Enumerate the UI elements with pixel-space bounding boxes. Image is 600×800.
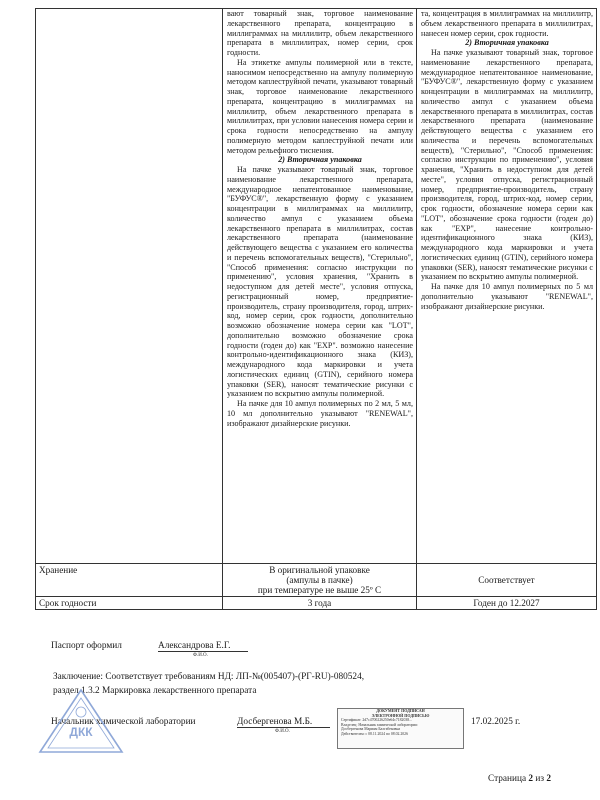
- head-name: Досбергенова М.Б.: [237, 717, 330, 728]
- esig-cert: Сертификат: 2d7c4700226250e64c7182038...: [341, 718, 413, 723]
- sign-date: 17.02.2025 г.: [471, 717, 521, 727]
- shelf-life-value: 3 года: [223, 597, 417, 610]
- requirement-paragraph: вают товарный знак, торговое наименование лекарственного препарата, концентрацию в миллиграммах на миллилитр, объем лекарственного препарата в миллилитрах, номер серии, срок годности.: [227, 9, 413, 57]
- shelf-life-label: Срок годности: [36, 597, 223, 610]
- fio-caption: Ф.И.О.: [193, 653, 208, 658]
- requirement-paragraph: На этикетке ампулы полимерной или в тексте, наносимом непосредственно на ампулу полимерную методом каплеструйной печати, указывают товарный знак, торговое наименование лекарственного препарата, концентрацию в миллиграммах на миллилитр, объем лекарственного препарата в миллилитрах, при условии нанесения номера серии и срока годности непосредственно на ампулу полимерную методом каплеструйной печати или методом рельефного тиснения.: [227, 57, 413, 155]
- storage-requirement: [223, 564, 417, 597]
- stamp-text: ДКК: [69, 725, 93, 739]
- storage-line: В оригинальной упаковке: [269, 565, 370, 575]
- table-cell-result: [417, 9, 597, 564]
- result-paragraph: На пачке для 10 ампул полимерных по 5 мл дополнительно указывают "RENEWAL", изображают дизайнерские рисунки.: [421, 282, 593, 311]
- requirement-paragraph: На пачке для 10 ампул полимерных по 2 мл, 5 мл, 10 мл дополнительно указывают "RENEWAL", изображают дизайнерские рисунки.: [227, 399, 413, 428]
- storage-result: Соответствует: [417, 564, 597, 597]
- table-cell-criterion: [36, 9, 223, 564]
- electronic-signature: [337, 708, 464, 749]
- page-number: Страница 2 из 2: [488, 774, 552, 784]
- esig-name: Досбергенова Мариям Балгабековна: [341, 727, 401, 732]
- spec-table: [35, 8, 597, 610]
- shelf-life-result: Годен до 12.2027: [417, 597, 597, 610]
- esig-title: ДОКУМЕНТ ПОДПИСАН: [376, 708, 425, 713]
- result-paragraph: та, концентрация в миллиграммах на миллилитр, объем лекарственного препарата в миллилитрах, нанесен номер серии, срок годности.: [421, 9, 593, 38]
- passport-name: Александрова Е.Г.: [158, 641, 248, 652]
- section-heading: 2) Вторичная упаковка: [278, 155, 362, 165]
- conclusion-line: Заключение: Соответствует требованиям НД: ЛП-№(005407)-(РГ-RU)-080524,: [53, 672, 365, 682]
- table-row-labeling: [36, 9, 597, 564]
- result-paragraph: На пачке указывают товарный знак, торговое наименование лекарственного препарата, международное непатентованное наименование, "БУФУС®", лекарственную форму с указанием концентрации в миллиграммах на миллилитр, количество ампул с указанием объема лекарственного препарата в миллилитрах, состав лекарственного препарата (наименование действующего вещества с указанием его количества и перечень вспомогательных веществ), "Стерильно", "Способ применения: согласно инструкции по применению", условия хранения, "Хранить в недоступном для детей месте", условия отпуска, регистрационный номер, предприятие-производитель, страну производителя, город, штрих-код, номер серии, срок годности, обозначение номера серии как "LOT", обозначение срока годности (годен до) как "EXP", нанесение контрольно-идентификационного знака (КИЗ), международного кода маркировки и учета логистических единиц (GTIN), серийного номера упаковки (SER), наносят тематические рисунки с указанием по вскрытию ампулы полимерной.: [421, 48, 593, 282]
- table-row-shelf-life: [36, 597, 597, 610]
- conclusion-line: раздел 1.3.2 Маркировка лекарственного препарата: [53, 686, 257, 696]
- table-cell-requirement: [223, 9, 417, 564]
- quality-stamp-icon: [38, 688, 124, 754]
- section-heading: 2) Вторичная упаковка: [465, 38, 549, 48]
- storage-label: Хранение: [36, 564, 223, 597]
- esig-valid: Действителен: с 08.11.2024 по 08.02.2026: [341, 731, 408, 736]
- esig-title: ЭЛЕКТРОННОЙ ПОДПИСЬЮ: [371, 712, 430, 718]
- fio-caption: Ф.И.О.: [275, 729, 290, 734]
- passport-label: Паспорт оформил: [51, 641, 122, 651]
- head-label: Начальник химической лаборатории: [51, 717, 196, 727]
- table-row-storage: [36, 564, 597, 597]
- esig-owner: Владелец: Начальник химической лаборатории: [341, 722, 418, 727]
- storage-line: (ампулы в пачке): [286, 575, 353, 585]
- storage-line: при температуре не выше 25º С: [257, 585, 382, 595]
- requirement-paragraph: На пачке указывают товарный знак, торговое наименование лекарственного препарата, международное непатентованное наименование, "БУФУС®", лекарственную форму с указанием концентрации в миллиграммах на миллилитр, количество ампул с указанием объема лекарственного препарата в миллилитрах, состав лекарственного препарата (наименование действующего вещества с указанием его количества и перечень вспомогательных веществ), "Стерильно", "Способ применения: согласно инструкции по применению", условия хранения, "Хранить в недоступном для детей месте", условия отпуска, регистрационный номер, предприятие-производитель, страну производителя, город, штрих-код, номер серии, срок годности, дополнительно возможно обозначение номера серии как "LOT", дополнительно возможно обозначение срока годности (годен до) как "EXP". возможно нанесение контрольно-идентификационного знака (КИЗ), международного кода маркировки и учета логистических единиц (GTIN), серийного номера упаковки (SER), наносят тематические рисунки с указанием по вскрытию ампулы полимерной.: [227, 165, 413, 399]
